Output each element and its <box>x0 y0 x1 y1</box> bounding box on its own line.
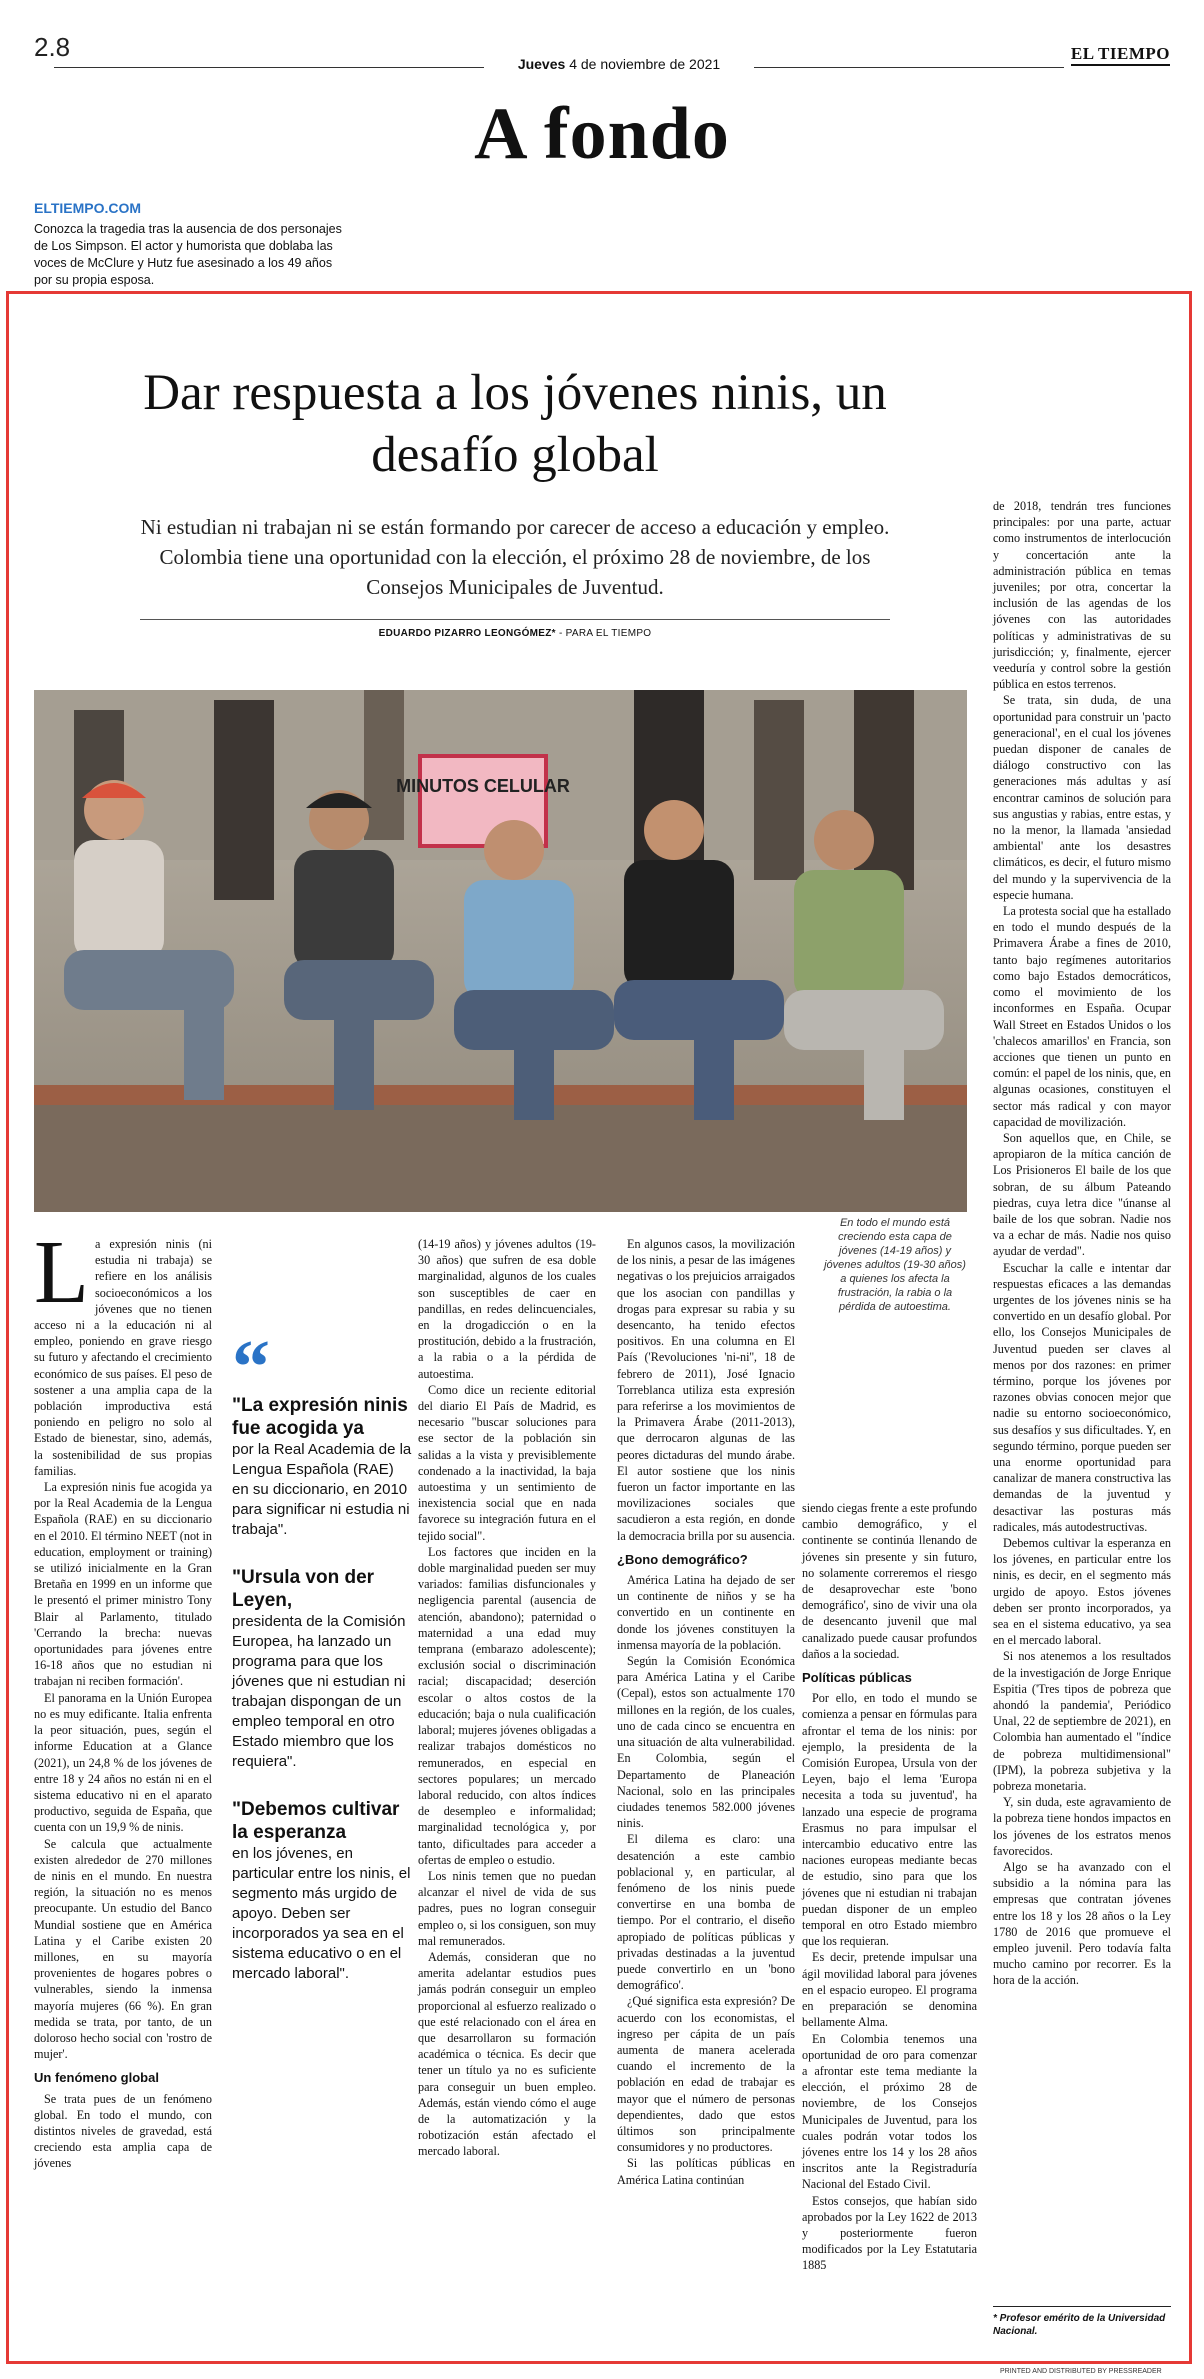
paragraph: siendo ciegas frente a este profundo cambio demográfico, y el continente se continúa llenando de jóvenes sin presente y sin futuro, no solamente correremos el riesgo de desaprovechar este 'bono demográfico', sino de vivir una ola de desencanto juvenil que mal canalizado puede causar profundos daños a la sociedad. <box>802 1501 977 1661</box>
promo-box[interactable] <box>34 200 344 289</box>
subheading-politicas-publicas: Políticas públicas <box>802 1670 912 1686</box>
photo-illustration <box>34 690 967 1212</box>
paragraph: Si las políticas públicas en América Latina continúan <box>617 2156 795 2187</box>
article-column-4 <box>802 1500 977 2274</box>
byline-author: EDUARDO PIZARRO LEONGÓMEZ* <box>378 628 556 639</box>
paragraph: Si nos atenemos a los resultados de la investigación de Jorge Enrique Espitia ('Tres tipos de pobreza que ahondó la pandemia', Periódico Unal, 22 de septiembre de 2021), en Colombia han aumentado el "índice de pobreza multidimensional" (IPM), la pobreza subjetiva y la pobreza monetaria. <box>993 1649 1171 1794</box>
paragraph: América Latina ha dejado de ser un continente de niños y se ha convertido en un continente en donde los jóvenes constituyen la inmensa mayoría de la población. <box>617 1573 795 1652</box>
photo-caption: En todo el mundo está creciendo esta capa de jóvenes (14-19 años) y jóvenes adultos (19-30 años) a quienes los afecta la frustración, la rabia o la pérdida de autoestima. <box>824 1217 966 1313</box>
article-column-3 <box>617 1236 795 2188</box>
promo-site-link[interactable]: ELTIEMPO.COM <box>34 200 142 216</box>
paragraph: El dilema es claro: una desatención a este cambio poblacional y, en particular, al fenómeno de los ninis puede convertirse en una bomba de tiempo. Por el contrario, el diseño apropiado de políticas públicas y privadas destinadas a la juventud puede convertirlo en un 'bono demográfico'. <box>617 1832 795 1993</box>
paragraph: Escuchar la calle e intentar dar respuestas eficaces a las demandas urgentes de los jóvenes ninis se ha convertido en un desafío global. Por ello, los Consejos Municipales de Juventud pueden ser claves al menos por dos razones: en primer término, porque los jóvenes por razones obvias conocen mejor que nadie su entorno socioeconómico, sus desafíos y sus dificultades. Y, en segundo término, porque pueden ser una enorme oportunidad para canalizar de manera constructiva las demandas de la juventud y desactivar las posturas más radicales, más autodestructivas. <box>993 1260 1171 1534</box>
paragraph: Según la Comisión Económica para América Latina y el Caribe (Cepal), estos son actualmente 170 millones en la región, de los cuales, uno de cada cinco se encuentra en una situación de alta vulnerabilidad. En Colombia, según el Departamento de Planeación Nacional, solo en las principales ciudades tenemos 582.000 jóvenes ninis. <box>617 1654 795 1831</box>
article-column-1 <box>34 1223 212 2172</box>
paragraph: Estos consejos, que habían sido aprobados por la Ley 1622 de 2013 y posteriormente fueron modificados por la Ley Estatutaria 1885 <box>802 2193 977 2273</box>
article-deck: Ni estudian ni trabajan ni se están formando por carecer de acceso a educación y empleo. Colombia tiene una oportunidad con la elección, el próximo 28 de noviembre, de los Consejos Municipales de Juventud. <box>140 515 890 599</box>
pull-quote-lead: "La expresión ninis fue acogida ya <box>232 1395 408 1439</box>
issue-date <box>504 56 734 72</box>
issue-date-rest: 4 de noviembre de 2021 <box>569 56 721 72</box>
photo-sign-text: MINUTOS CELULAR <box>396 776 570 796</box>
paragraph: ¿Qué significa esta expresión? De acuerdo con los economistas, el ingreso per cápita de un país aumenta de manera acelerada cuando el incremento de la población en edad de trabajar es mayor que el número de personas dependientes, dado que estos últimos son principalmente consumidores y no productores. <box>617 1994 795 2155</box>
section-title: A fondo <box>474 93 730 175</box>
pull-quote <box>232 1394 412 1540</box>
subheading-fenomeno-global: Un fenómeno global <box>34 2070 159 2086</box>
paragraph: Los ninis temen que no puedan alcanzar el nivel de vida de sus padres, pues no logran conseguir empleo o, si los consiguen, son muy mal remunerados. <box>418 1868 596 1948</box>
quote-mark-icon: “ <box>232 1325 270 1409</box>
byline-rule <box>140 619 890 620</box>
pull-quote <box>232 1798 412 1984</box>
byline-credit: - PARA EL TIEMPO <box>555 628 652 639</box>
paragraph: Por ello, en todo el mundo se comienza a pensar en fórmulas para afrontar el tema de los ninis: por ejemplo, la presidenta de la Comisión Europea, Ursula von der Leyen, bajo el lema 'Europa necesita a toda su juventud', ha lanzado una especie de programa Erasmus no para impulsar el intercambio educativo entre las naciones europeas mediante becas de estudio, sino para que los jóvenes que ni estudian ni trabajan puedan disponer de un empleo temporal en otro Estado miembro que los requieran. <box>802 1691 977 1949</box>
byline <box>140 628 890 639</box>
author-footnote: * Profesor emérito de la Universidad Nacional. <box>993 2313 1166 2337</box>
footnote-rule <box>993 2306 1171 2307</box>
paragraph: Es decir, pretende impulsar una ágil movilidad laboral para jóvenes en el espacio europeo. El programa en preparación se denomina bellamente Alma. <box>802 1950 977 2030</box>
issue-day: Jueves <box>517 56 566 72</box>
pull-quote-lead: "Ursula von der Leyen, <box>232 1567 375 1611</box>
paragraph: Debemos cultivar la esperanza en los jóvenes, en particular entre los ninis, es decir, en el segmento más urgido de apoyo. Estos jóvenes deben ser pronto incorporados, ya sea en el sistema educativo, ya sea en el mercado laboral. <box>993 1536 1171 1648</box>
pull-quote <box>232 1566 412 1772</box>
paragraph: Se calcula que actualmente existen alrededor de 270 millones de ninis en el mundo. En nuestra región, la situación no es menos preocupante. Un estudio del Banco Mundial sostiene que en América Latina y el Caribe existen 20 millones, en su mayoría provenientes de hogares pobres o vulnerables, siendo la inmensa mayoría mujeres (66 %). En gran medida se trata, por tanto, de un doloroso hecho social con 'rostro de mujer'. <box>34 1836 212 2062</box>
masthead <box>34 30 1170 70</box>
masthead-rule-right <box>754 67 1064 68</box>
article-column-5 <box>993 498 1171 1989</box>
article-photo <box>34 690 967 1212</box>
paragraph: El panorama en la Unión Europea no es muy edificante. Italia enfrenta la peor situación, pues, según el informe Education at a Glance (2021), un 24,8 % de los jóvenes de entre 18 y 24 años no están ni en el sistema educativo ni en el aparato productivo, seguida de España, que cuenta con un 19,9 % de ninis. <box>34 1690 212 1835</box>
paragraph: En algunos casos, la movilización de los ninis, a pesar de las imágenes negativas o los prejuicios arraigados que los asocian con pandillas y drogas para expresar su rabia y su desencanto, ha tenido efectos positivos. En una columna en El País ('Revoluciones 'ni-ni'', 18 de febrero de 2011), José Ignacio Torreblanca utiliza esta expresión para referirse a los movimientos de la Primavera Árabe (2011-2013), que derrocaron algunas de las peores dictaduras del mundo árabe. El autor sostiene que los ninis fueron un factor importante en las movilizaciones sociales que sacudieron a esta región, en donde la democracia brilla por su ausencia. <box>617 1237 795 1543</box>
paragraph: Y, sin duda, este agravamiento de la pobreza tiene hondos impactos en los jóvenes de los estratos menos favorecidos. <box>993 1795 1171 1858</box>
masthead-rule-left <box>54 67 484 68</box>
paragraph: La protesta social que ha estallado en todo el mundo después de la Primavera Árabe a fines de 2010, tanto bajo regímenes autoritarios como bajo Estados democráticos, como el movimiento de los inconformes en España. Ocupar Wall Street en Estados Unidos o los 'chalecos amarillos' en Francia, son acciones que tienen un punto en común: el papel de los ninis, que, en algunas ocasiones, constituyen el sector más radical y con mayor capacidad de movilización. <box>993 904 1171 1129</box>
pull-quote-lead: "Debemos cultivar la esperanza <box>232 1799 400 1843</box>
paragraph: Algo se ha avanzado con el subsidio a la nómina para las empresas que contratan jóvenes entre los 18 y los 28 años o la Ley 1780 de 2016 que promueve el empleo juvenil. Pero todavía falta mucho camino por recorrer. Es la hora de la acción. <box>993 1860 1171 1988</box>
paragraph: Como dice un reciente editorial del diario El País de Madrid, es necesario "buscar soluciones para ese sector de la población sin salidas a la vista y previsiblemente condenado a la inactividad, la baja autoestima y un sentimiento de inexistencia social que en nada favorece su integración futura en el tejido social". <box>418 1382 596 1543</box>
page-number: 2.8 <box>34 32 71 62</box>
printer-note: PRINTED AND DISTRIBUTED BY PRESSREADER <box>1000 2368 1162 2375</box>
newspaper-brand: EL TIEMPO <box>1071 44 1170 66</box>
paragraph: La expresión ninis fue acogida ya por la Real Academia de la Lengua Española (RAE) en su diccionario en el 2010. El término NEET (not in education, employment or training) se utilizó inicialmente en la Gran Bretaña en 1999 en un informe que le presentó el primer ministro Tony Blair al Parlamento, titulado 'Cerrando la brecha: nuevas oportunidades para jóvenes entre 16-18 años que no estudian ni trabajan ni reciben formación'. <box>34 1480 212 1689</box>
article-headline: Dar respuesta a los jóvenes ninis, un desafío global <box>143 365 887 483</box>
pull-quote-text: por la Real Academia de la Lengua Española (RAE) en su diccionario, en 2010 para significar ni estudia ni trabaja". <box>232 1441 412 1538</box>
paragraph: Se trata pues de un fenómeno global. En todo el mundo, con distintos niveles de gravedad, está creciendo esta amplia capa de jóvenes <box>34 2091 212 2171</box>
pull-quotes <box>232 1325 412 2010</box>
subheading-bono-demografico: ¿Bono demográfico? <box>617 1551 748 1567</box>
paragraph: Son aquellos que, en Chile, se apropiaron de la mítica canción de Los Prisioneros El baile de los que sobran, de su álbum Pateando piedras, cuya letra dice "únanse al baile de los que sobran. Nadie nos va a echar de más. Nadie nos quiso ayudar de verdad". <box>993 1130 1171 1259</box>
paragraph: Se trata, sin duda, de una oportunidad para construir un 'pacto generacional', en el cual los jóvenes puedan disponer de canales de diálogo constructivo con las generaciones más adultas y así encontrar caminos de solución para sus angustias y rabias, entre estas, y no la menor, la llamada 'ansiedad ambiental' ante los desastres climáticos, es decir, el futuro mismo del mundo y la supervivencia de la especie humana. <box>993 693 1171 902</box>
paragraph: a expresión ninis (ni estudia ni trabaja) se refiere en los análisis socioeconómicos a los jóvenes que no tienen acceso ni a la educación ni al empleo, poniendo en grave riesgo su futuro y afectando el crecimiento económico de sus países. El peso de sostener a una amplia capa de la población improductiva está poniendo en peligro no solo al Estado de bienestar, sino, además, la sostenibilidad de sus propias familias. <box>34 1237 212 1478</box>
paragraph: (14-19 años) y jóvenes adultos (19-30 años) que sufren de esa doble marginalidad, algunos de los cuales son susceptibles de caer en pandillas, en redes delincuenciales, en la drogadicción o en la prostitución, debido a la frustración, a la rabia o a la pérdida de autoestima. <box>418 1237 596 1381</box>
article-column-2 <box>418 1236 596 2160</box>
pull-quote-text: en los jóvenes, en particular entre los ninis, el segmento más urgido de apoyo. Deben ser incorporados ya sea en el sistema educativo o en el mercado laboral". <box>232 1845 411 1982</box>
paragraph: En Colombia tenemos una oportunidad de oro para comenzar a afrontar este tema mediante la elección, el próximo 28 de noviembre, de los Consejos Municipales de Juventud, para los cuales podrán votar todos los jóvenes entre los 14 y los 28 años inscritos ante la Registraduría Nacional del Estado Civil. <box>802 2031 977 2192</box>
paragraph: Además, consideran que no amerita adelantar estudios pues jamás podrán conseguir un empleo proporcional al esfuerzo realizado o que esté relacionado con el área en que desarrollaron su formación académica o técnica. Es decir que tener un título ya no es suficiente para conseguir un buen empleo. Además, están viendo cómo el auge de la automatización y la robotización están afectado el mercado laboral. <box>418 1949 596 2159</box>
pull-quote-text: presidenta de la Comisión Europea, ha lanzado un programa para que los jóvenes que ni estudian ni trabajan dispongan de un empleo temporal en otro Estado miembro que los requiera". <box>232 1613 406 1770</box>
promo-text: Conozca la tragedia tras la ausencia de dos personajes de Los Simpson. El actor y humorista que doblaba las voces de McClure y Hutz fue asesinado a los 49 años por su propia esposa. <box>34 222 342 287</box>
paragraph: Los factores que inciden en la doble marginalidad pueden ser muy variados: familias disfuncionales y negligencia parental (ausencia de atención, abandono); paternidad o maternidad a una edad muy temprana (embarazo adolescente); exclusión social o discriminación racial; discapacidad; deserción escolar o altos costos de la educación; baja o nula cualificación laboral; mujeres jóvenes obligadas a realizar trabajos domésticos no remunerados, en especial en sectores populares; un mercado laboral reducido, con altos índices de desempleo e informalidad; marginalidad tecnológica y, por tanto, dificultades para acceder a ofertas de empleo o estudio. <box>418 1544 596 1867</box>
drop-cap: L <box>34 1223 89 1322</box>
paragraph: de 2018, tendrán tres funciones principales: por una parte, actuar como instrumentos de interlocución y concertación ante la administración pública en temas juveniles; por otra, concertar la inclusión de las agendas de los jóvenes con las autoridades políticas y administrativas de su jurisdicción; y, finalmente, ejercer veeduría y control sobre la gestión pública en estos terrenos. <box>993 499 1171 692</box>
